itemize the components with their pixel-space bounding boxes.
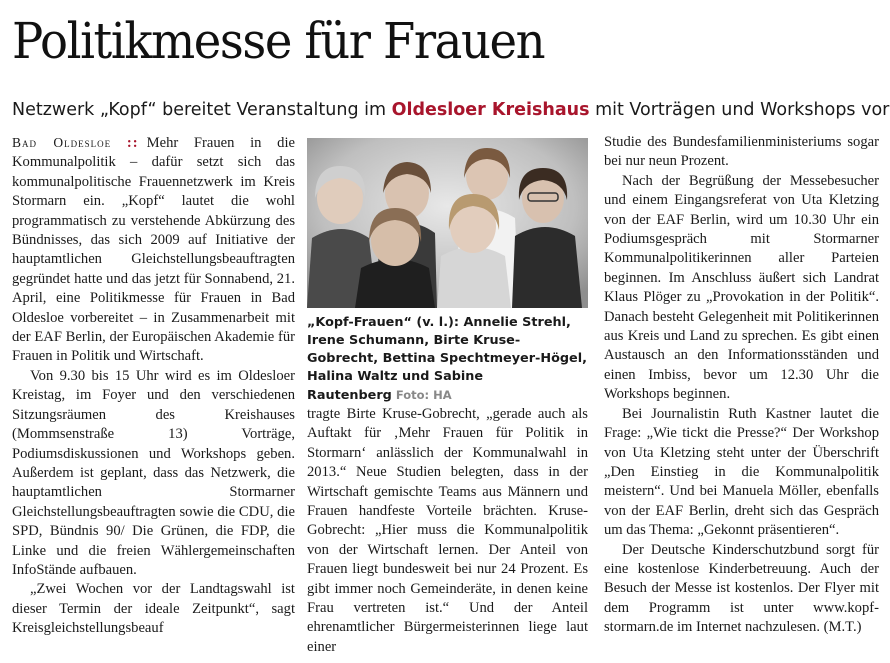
photo-caption-text: „Kopf-Frauen“ (v. l.): Annelie Strehl, Irene Schumann, Birte Kruse-Gobrecht, Bettina Spechtmeyer-Högel, Halina Waltz und Sabine Rautenberg bbox=[307, 315, 587, 403]
paragraph-4: tragte Birte Kruse-Gobrecht, „gerade auch als Auftakt für ‚Mehr Frauen für Politik in Stormarn‘ anlässlich der Kommunalwahl in 2013.“ Neue Studien belegten, dass in der Wirtschaft gemischte Teams aus Männern und Frauen handfeste Vorteile brächten. Kruse-Gobrecht: „Hier muss die Kommunalpolitik von der Wirtschaft lernen. Der Anteil von Frauen liegt bundesweit bei nur 24 Prozent. Es gibt immer noch Gemeinderäte, in denen keine Frau vertreten ist.“ Und der Anteil ehrenamtlicher Bürgermeisterinnen liege laut einer bbox=[307, 406, 588, 655]
group-photo-image bbox=[307, 138, 588, 308]
paragraph-8: Der Deutsche Kinderschutzbund sorgt für eine kostenlose Kinderbetreuung. Auch der Besuch der Messe ist kostenlos. Der Flyer mit dem Programm ist unter www.kopf-stormarn.de im Internet nachzulesen. (M.T.) bbox=[604, 541, 879, 636]
paragraph-1-text: Mehr Frauen in die Kommunalpolitik – dafür setzt sich das kommunalpolitische Frauennetzwerk im Kreis Stormarn ein. „Kopf“ lautet die wohl programmatisch zu verstehende Abkürzung des Bündnisses, das sich 2009 auf Initiative der hauptamtlichen Gleichstellungsbeauftragten gegründet hatte und das jetzt für Sonnabend, 21. April, eine Politikmesse für Frauen in Bad Oldesloe vorbereitet – in Zusammenarbeit mit der EAF Berlin, der Europäischen Akademie für Frauen in Politik und Wirtschaft. bbox=[12, 135, 296, 365]
dateline: Bad Oldesloe bbox=[12, 135, 112, 150]
subheadline-text-end: mit Vorträgen und Workshops vor bbox=[589, 100, 890, 120]
paragraph-6: Nach der Begrüßung der Messebesucher und einem Eingangsreferat von Uta Kletzing von der EAF Berlin, wird um 10.30 Uhr ein Podiumsgespräch mit Stormarner Kommunalpolitikerinnen aller Parteien beginnen. Im Anschluss äußert sich Landrat Klaus Plöger zu „Provokation in der Politik“. Danach besteht Gelegenheit mit Politikerinnen aus Kreis und Land zu sprechen. Es gibt einen Austausch an den Informationsständen und einen Imbiss, bevor um 12.30 Uhr die Workshops beginnen. bbox=[604, 172, 879, 403]
paragraph-2: Von 9.30 bis 15 Uhr wird es im Oldesloer Kreistag, im Foyer und den verschiedenen Sitzungsräumen des Kreishauses (Mommsenstraße 13) Vorträge, Podiumsdiskussionen und Workshops geben. Außerdem ist geplant, dass das Netzwerk, die hauptamtlichen Stormarner Gleichstellungsbeauftragten sowie die CDU, die SPD, Bündnis 90/ Die Grünen, die FDP, die Linke und die freien Wählergemeinschaften InfoStände aufbauen. bbox=[12, 367, 295, 578]
paragraph-3: „Zwei Wochen vor der Landtagswahl ist dieser Termin der ideale Zeitpunkt“, sagt Kreisgleichstellungsbeauf bbox=[12, 581, 295, 637]
article-headline: Politikmesse für Frauen bbox=[12, 12, 545, 70]
photo-credit: Foto: HA bbox=[395, 388, 452, 402]
article-column-2 bbox=[307, 405, 588, 657]
group-photo bbox=[307, 138, 588, 308]
photo-caption bbox=[307, 314, 588, 405]
article-column-3 bbox=[604, 133, 879, 638]
article-subheadline bbox=[12, 98, 889, 122]
paragraph-1 bbox=[12, 133, 295, 367]
article-column-1 bbox=[12, 133, 295, 639]
subheadline-highlight: Oldesloer Kreishaus bbox=[391, 100, 590, 120]
paragraph-7: Bei Journalistin Ruth Kastner lautet die Frage: „Wie tickt die Presse?“ Der Workshop von Uta Kletzing steht unter der Überschrift „Den Einstieg in die Kommunalpolitik meistern“. Und bei Manuela Möller, ebenfalls von der EAF Berlin, dreht sich das Gespräch um das Thema: „Gekonnt präsentieren“. bbox=[604, 405, 879, 539]
subheadline-text-start: Netzwerk „Kopf“ bereitet Veranstaltung im bbox=[12, 100, 392, 120]
dateline-separator: :: bbox=[126, 135, 139, 151]
paragraph-5: Studie des Bundesfamilienministeriums sogar bei nur neun Prozent. bbox=[604, 134, 879, 170]
